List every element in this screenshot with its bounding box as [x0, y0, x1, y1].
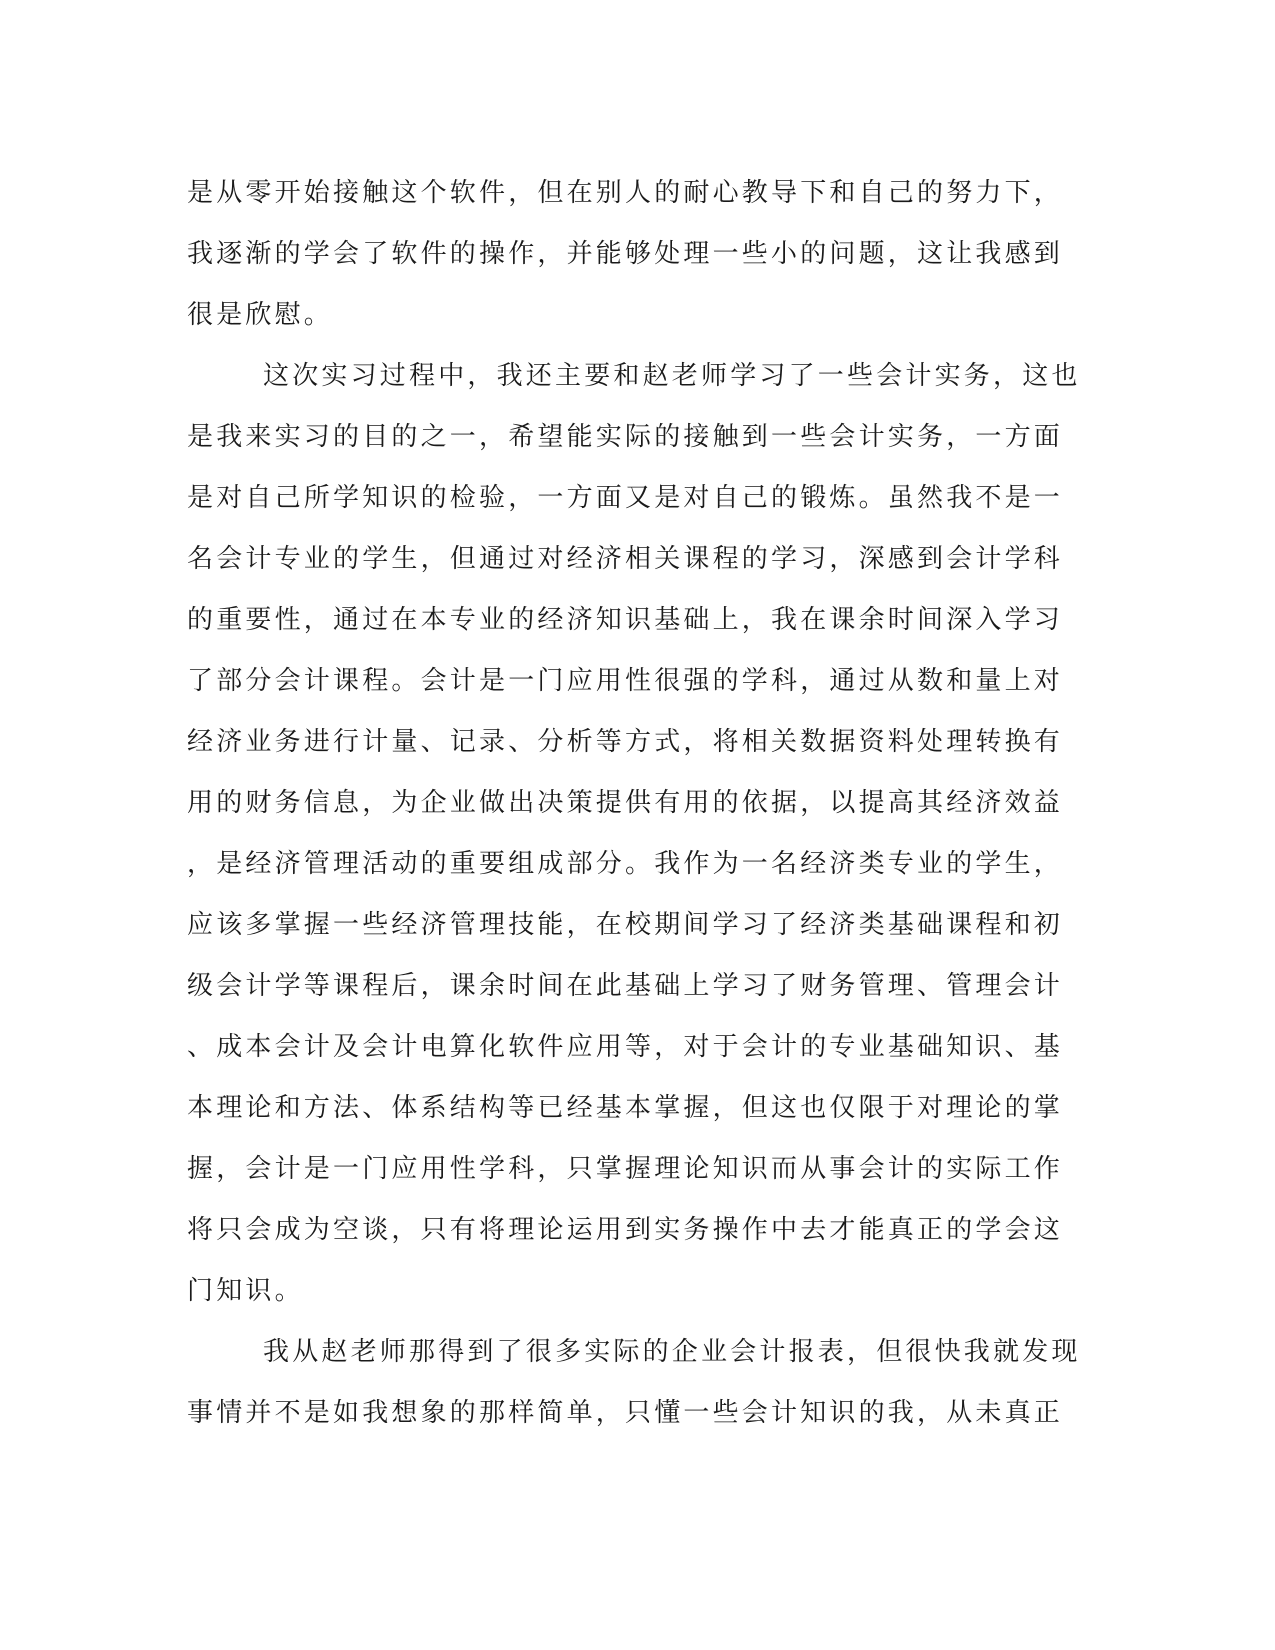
text-line: 用的财务信息，为企业做出决策提供有用的依据，以提高其经济效益 — [187, 788, 1064, 818]
text-line: 的重要性，通过在本专业的经济知识基础上，我在课余时间深入学习 — [187, 605, 1064, 635]
text-line: 是我来实习的目的之一，希望能实际的接触到一些会计实务，一方面 — [187, 422, 1064, 452]
text-line: 我逐渐的学会了软件的操作，并能够处理一些小的问题，这让我感到 — [187, 239, 1064, 269]
text-line: 是对自己所学知识的检验，一方面又是对自己的锻炼。虽然我不是一 — [187, 483, 1064, 513]
paragraph-start-line: 我从赵老师那得到了很多实际的企业会计报表，但很快我就发现 — [263, 1337, 1081, 1367]
text-line: 是从零开始接触这个软件，但在别人的耐心教导下和自己的努力下， — [187, 178, 1064, 208]
text-line: 握，会计是一门应用性学科，只掌握理论知识而从事会计的实际工作 — [187, 1154, 1064, 1184]
text-line: 级会计学等课程后，课余时间在此基础上学习了财务管理、管理会计 — [187, 971, 1064, 1001]
text-line: 很是欣慰。 — [187, 300, 334, 330]
body-text — [187, 163, 1081, 1444]
text-line: 、成本会计及会计电算化软件应用等，对于会计的专业基础知识、基 — [187, 1032, 1064, 1062]
paragraph-start-line: 这次实习过程中，我还主要和赵老师学习了一些会计实务，这也 — [263, 361, 1081, 391]
text-line: 了部分会计课程。会计是一门应用性很强的学科，通过从数和量上对 — [187, 666, 1064, 696]
text-line: 将只会成为空谈，只有将理论运用到实务操作中去才能真正的学会这 — [187, 1215, 1064, 1245]
text-line: 本理论和方法、体系结构等已经基本掌握，但这也仅限于对理论的掌 — [187, 1093, 1064, 1123]
text-line: 门知识。 — [187, 1276, 304, 1306]
text-line: 事情并不是如我想象的那样简单，只懂一些会计知识的我，从未真正 — [187, 1398, 1064, 1428]
text-line: ，是经济管理活动的重要组成部分。我作为一名经济类专业的学生， — [187, 849, 1064, 879]
text-line: 经济业务进行计量、记录、分析等方式，将相关数据资料处理转换有 — [187, 727, 1064, 757]
text-line: 应该多掌握一些经济管理技能，在校期间学习了经济类基础课程和初 — [187, 910, 1064, 940]
text-line: 名会计专业的学生，但通过对经济相关课程的学习，深感到会计学科 — [187, 544, 1064, 574]
